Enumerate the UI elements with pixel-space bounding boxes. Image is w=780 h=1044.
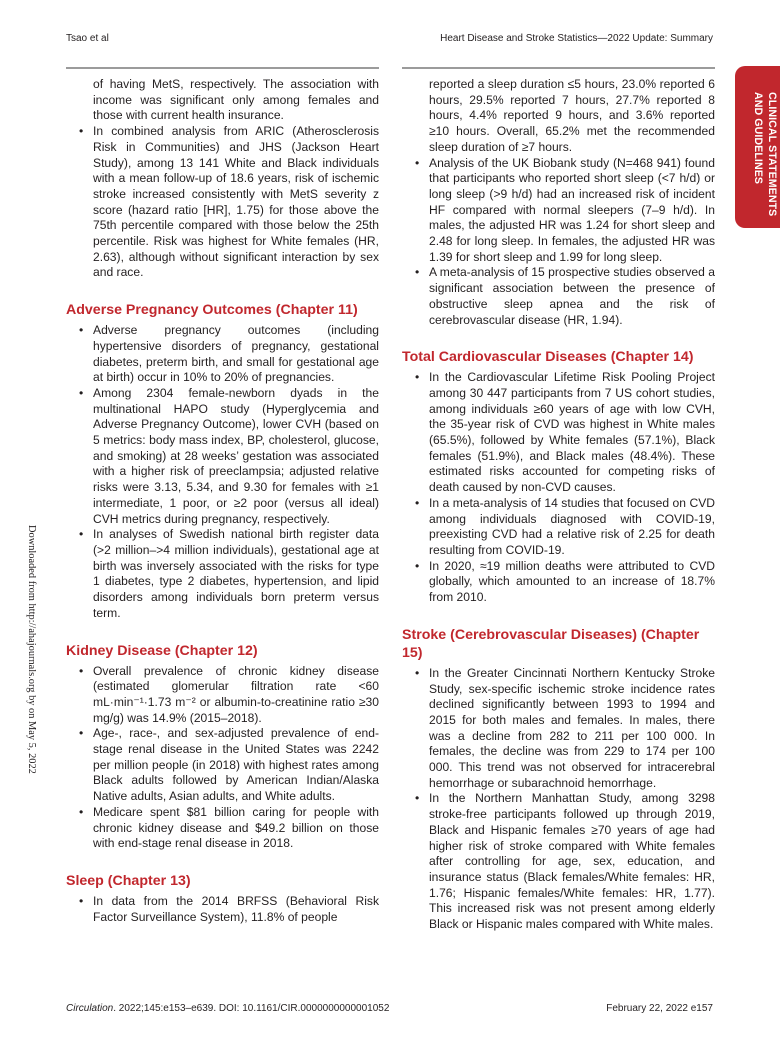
list-item: • In data from the 2014 BRFSS (Behavioral Risk Factor Surveillance System), 11.8% of people xyxy=(66,894,379,925)
section-heading-total-cvd: Total Cardiovascular Diseases (Chapter 14) xyxy=(402,349,694,366)
list-item: • Adverse pregnancy outcomes (including hypertensive disorders of pregnancy, gestational diabetes, preterm birth, and small for gestational age at birth) occur in 10% to 20% of pregnancies. xyxy=(66,323,379,386)
running-header-authors: Tsao et al xyxy=(66,33,109,44)
citation-details: . 2022;145:e153–e639. DOI: 10.1161/CIR.0000000000001052 xyxy=(113,1003,390,1014)
left-column xyxy=(66,77,379,925)
section-side-tab xyxy=(735,66,780,228)
kidney-disease-list xyxy=(66,664,379,852)
right-column-rule xyxy=(402,67,715,69)
total-cvd-list xyxy=(402,370,715,606)
footer-citation xyxy=(66,1003,389,1014)
section-heading-kidney-disease: Kidney Disease (Chapter 12) xyxy=(66,642,258,659)
list-item: • In the Greater Cincinnati Northern Kentucky Stroke Study, sex-specific ischemic stroke incidence rates declined significantly between 1993 to 1994 and 2015 for both males and females. In males, there was a decline from 282 to 211 per 100 000. In females, the decline was from 229 to 174 per 100 000. This trend was not observed for intracerebral hemorrhage or subarachnoid hemorrhage. xyxy=(402,666,715,792)
right-column xyxy=(402,77,715,933)
left-intro-list xyxy=(66,77,379,281)
list-item: • In analyses of Swedish national birth register data (>2 million–>4 million individuals), gestational age at birth was inversely associated with the risks for type 1 diabetes, type 2 diabetes, hypertension, and lipid disorders among individuals born preterm versus term. xyxy=(66,527,379,621)
stroke-list xyxy=(402,666,715,933)
list-item: • A meta-analysis of 15 prospective studies observed a significant association between the presence of obstructive sleep apnea and the risk of cerebrovascular disease (HR, 1.94). xyxy=(402,265,715,328)
list-item: • Analysis of the UK Biobank study (N=468 941) found that participants who reported short sleep (<7 h/d) or long sleep (>9 h/d) had an increased risk of incident HF compared with normal sleepers (7–9 h/d). In males, the adjusted HR was 1.24 for short sleep and 2.48 for long sleep. In females, the adjusted HR was 1.39 for short sleep and 1.99 for long sleep. xyxy=(402,156,715,266)
list-item: • Medicare spent $81 billion caring for people with chronic kidney disease and $49.2 billion on those with end-stage renal disease in 2018. xyxy=(66,805,379,852)
journal-name: Circulation xyxy=(66,1003,114,1014)
list-item: • In a meta-analysis of 14 studies that focused on CVD among individuals diagnosed with COVID-19, preexisting CVD had a relative risk of 2.25 for death resulting from COVID-19. xyxy=(402,496,715,559)
left-column-rule xyxy=(66,67,379,69)
section-heading-adverse-pregnancy: Adverse Pregnancy Outcomes (Chapter 11) xyxy=(66,302,358,319)
section-heading-stroke: Stroke (Cerebrovascular Diseases) (Chapter 15) xyxy=(402,626,700,661)
list-item: reported a sleep duration ≤5 hours, 23.0% reported 6 hours, 29.5% reported 7 hours, 27.7% reported 8 hours, 4.4% reported 9 hours, and 3.6% reported ≥10 hours. Overall, 65.2% met the recommended sleep duration of ≥7 hours. xyxy=(429,77,715,154)
list-item: • In combined analysis from ARIC (Atherosclerosis Risk in Communities) and JHS (Jackson Heart Study), among 13 141 White and Black individuals with a mean follow-up of 18.6 years, risk of ischemic stroke increased consistently with MetS severity z score (hazard ratio [HR], 1.75) for those above the 75th percentile compared with those below the 25th percentile. Risk was highest for White females (HR, 2.63), although without significant interaction by sex and race. xyxy=(66,124,379,281)
download-note: Downloaded from http://ahajournals.org by on May 5, 2022 xyxy=(26,525,37,774)
list-item: of having MetS, respectively. The association with income was significant only among females and those with current health insurance. xyxy=(93,77,379,123)
list-item: • Age-, race-, and sex-adjusted prevalence of end-stage renal disease in the United States was 2242 per million people (in 2018) with highest rates among Black adults followed by American Indian/Alaska Native adults, Asian adults, and White adults. xyxy=(66,726,379,805)
list-item: • Overall prevalence of chronic kidney disease (estimated glomerular filtration rate <60 mL·min⁻¹·1.73 m⁻² or albumin-to-creatinine ratio ≥30 mg/g) was 14.9% (2015–2018). xyxy=(66,664,379,727)
side-tab-line-2: AND GUIDELINES xyxy=(752,92,764,185)
list-item: • In 2020, ≈19 million deaths were attributed to CVD globally, which amounted to an increase of 18.7% from 2010. xyxy=(402,559,715,606)
adverse-pregnancy-list xyxy=(66,323,379,621)
list-item: • Among 2304 female-newborn dyads in the multinational HAPO study (Hyperglycemia and Adverse Pregnancy Outcome), lower CVH (based on 5 metrics: body mass index, BP, cholesterol, glucose, and smoking) at 28 weeks’ gestation was associated with a higher risk of preeclampsia; adjusted relative risks were 3.13, 5.34, and 9.30 for females with ≥1 intermediate, 1 poor, or ≥2 poor (versus all ideal) CVH metrics during pregnancy, respectively. xyxy=(66,386,379,527)
side-tab-label xyxy=(737,92,779,228)
right-intro-list xyxy=(402,77,715,328)
sleep-list xyxy=(66,894,379,925)
list-item: • In the Cardiovascular Lifetime Risk Pooling Project among 30 447 participants from 7 US cohort studies, among individuals ≥60 years of age with low CVH, the 35-year risk of CVD was highest in White males (65.5%), followed by White females (57.1%), Black females (51.9%), and Black males (48.4%). These estimated risks accounted for competing risks of death caused by non-CVD causes. xyxy=(402,370,715,496)
list-item: • In the Northern Manhattan Study, among 3298 stroke-free participants followed up through 2019, Black and Hispanic females ≥70 years of age had higher risk of stroke compared with White females after controlling for age, sex, education, and insurance status (Black females/White females: HR, 1.76; Hispanic females/White females: HR, 1.77). This increased risk was not present among elderly Black or Hispanic males compared with White males. xyxy=(402,791,715,932)
running-header-title: Heart Disease and Stroke Statistics—2022 Update: Summary xyxy=(440,33,713,44)
side-tab-line-1: CLINICAL STATEMENTS xyxy=(766,92,778,217)
section-heading-sleep: Sleep (Chapter 13) xyxy=(66,872,191,889)
footer-date-page: February 22, 2022 e157 xyxy=(606,1003,713,1014)
